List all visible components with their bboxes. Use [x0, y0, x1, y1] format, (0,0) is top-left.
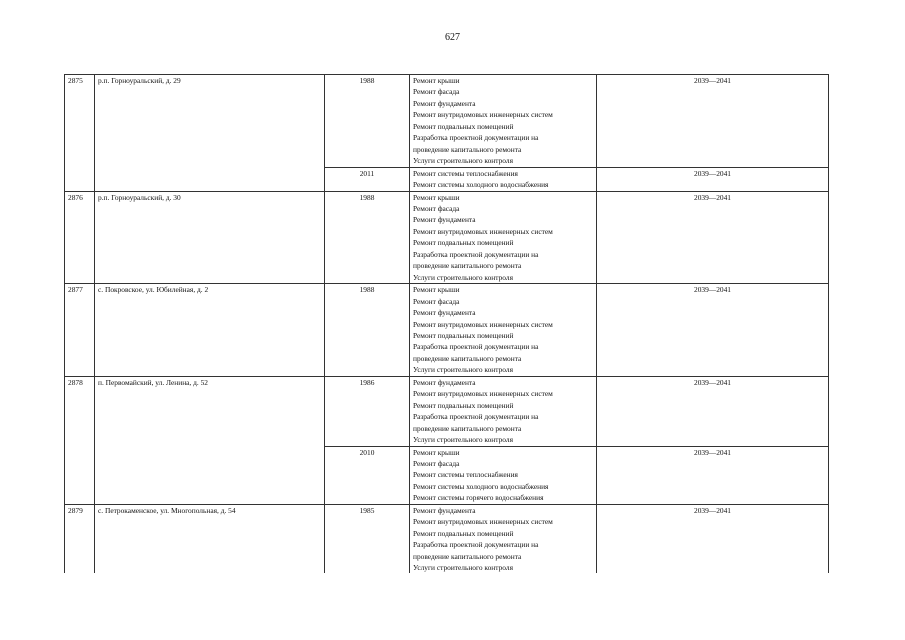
address-cell: п. Первомайский, ул. Ленина, д. 52	[95, 376, 325, 504]
address-cell: с. Покровское, ул. Юбилейная, д. 2	[95, 284, 325, 377]
table-row	[65, 284, 829, 377]
period-cell: 2039—2041	[597, 75, 829, 168]
house-number-cell: 2876	[65, 191, 95, 284]
work-item: Ремонт фундамента	[413, 377, 476, 387]
table-row	[65, 504, 829, 573]
house-number-cell: 2878	[65, 376, 95, 504]
address-cell: р.п. Горноуральский, д. 30	[95, 191, 325, 284]
work-item: Разработка проектной документации на	[413, 249, 539, 259]
work-item: Разработка проектной документации на	[413, 133, 539, 143]
work-item: Ремонт системы холодного водоснабжения	[413, 481, 549, 491]
work-item: Ремонт подвальных помещений	[413, 330, 514, 340]
work-item: Ремонт фасада	[413, 296, 460, 306]
table-row	[65, 191, 829, 284]
year-cell: 1986	[325, 376, 410, 446]
period-cell: 2039—2041	[597, 167, 829, 191]
works-cell	[410, 284, 597, 377]
period-cell: 2039—2041	[597, 504, 829, 573]
work-item: Разработка проектной документации на	[413, 342, 539, 352]
year-cell: 1988	[325, 284, 410, 377]
works-cell	[410, 446, 597, 504]
work-item: Ремонт внутридомовых инженерных систем	[413, 517, 553, 527]
work-item: Ремонт крыши	[413, 447, 460, 457]
work-item: Ремонт подвальных помещений	[413, 121, 514, 131]
work-item: Ремонт внутридомовых инженерных систем	[413, 110, 553, 120]
work-item: Ремонт крыши	[413, 192, 460, 202]
work-item: Ремонт внутридомовых инженерных систем	[413, 319, 553, 329]
work-item: Ремонт фасада	[413, 458, 460, 468]
year-cell: 2010	[325, 446, 410, 504]
work-item: проведение капитального ремонта	[413, 144, 522, 154]
work-item: Ремонт фундамента	[413, 308, 476, 318]
period-cell: 2039—2041	[597, 446, 829, 504]
work-item: Разработка проектной документации на	[413, 412, 539, 422]
table-row	[65, 75, 829, 168]
work-item: Разработка проектной документации на	[413, 540, 539, 550]
period-cell: 2039—2041	[597, 376, 829, 446]
work-item: Услуги строительного контроля	[413, 563, 513, 573]
repair-schedule-table	[64, 74, 829, 573]
work-item: Услуги строительного контроля	[413, 156, 513, 166]
works-cell	[410, 376, 597, 446]
work-item: Ремонт фасада	[413, 87, 460, 97]
year-cell: 1988	[325, 191, 410, 284]
house-number-cell: 2875	[65, 75, 95, 192]
repair-schedule-body	[65, 75, 829, 574]
work-item: Ремонт внутридомовых инженерных систем	[413, 226, 553, 236]
work-item: Услуги строительного контроля	[413, 272, 513, 282]
work-item: Услуги строительного контроля	[413, 365, 513, 375]
work-item: Ремонт внутридомовых инженерных систем	[413, 389, 553, 399]
work-item: Ремонт системы холодного водоснабжения	[413, 180, 549, 190]
works-cell	[410, 167, 597, 191]
work-item: Ремонт системы теплоснабжения	[413, 470, 518, 480]
work-item: проведение капитального ремонта	[413, 353, 522, 363]
house-number-cell: 2879	[65, 504, 95, 573]
works-cell	[410, 75, 597, 168]
address-cell: р.п. Горноуральский, д. 29	[95, 75, 325, 192]
period-cell: 2039—2041	[597, 191, 829, 284]
work-item: Ремонт фундамента	[413, 505, 476, 515]
work-item: Ремонт системы теплоснабжения	[413, 168, 518, 178]
address-cell: с. Петрокаменское, ул. Многопольная, д. 54	[95, 504, 325, 573]
period-cell: 2039—2041	[597, 284, 829, 377]
work-item: Ремонт подвальных помещений	[413, 528, 514, 538]
work-item: Ремонт подвальных помещений	[413, 400, 514, 410]
work-item: проведение капитального ремонта	[413, 423, 522, 433]
work-item: проведение капитального ремонта	[413, 551, 522, 561]
works-cell	[410, 504, 597, 573]
work-item: Ремонт подвальных помещений	[413, 238, 514, 248]
work-item: Ремонт крыши	[413, 76, 460, 85]
year-cell: 1988	[325, 75, 410, 168]
year-cell: 2011	[325, 167, 410, 191]
work-item: Ремонт фасада	[413, 203, 460, 213]
work-item: проведение капитального ремонта	[413, 261, 522, 271]
table-row	[65, 376, 829, 446]
work-item: Ремонт фундамента	[413, 98, 476, 108]
works-cell	[410, 191, 597, 284]
page-number: 627	[445, 32, 460, 43]
year-cell: 1985	[325, 504, 410, 573]
work-item: Услуги строительного контроля	[413, 435, 513, 445]
work-item: Ремонт крыши	[413, 285, 460, 295]
work-item: Ремонт фундамента	[413, 215, 476, 225]
house-number-cell: 2877	[65, 284, 95, 377]
work-item: Ремонт системы горячего водоснабжения	[413, 493, 544, 503]
